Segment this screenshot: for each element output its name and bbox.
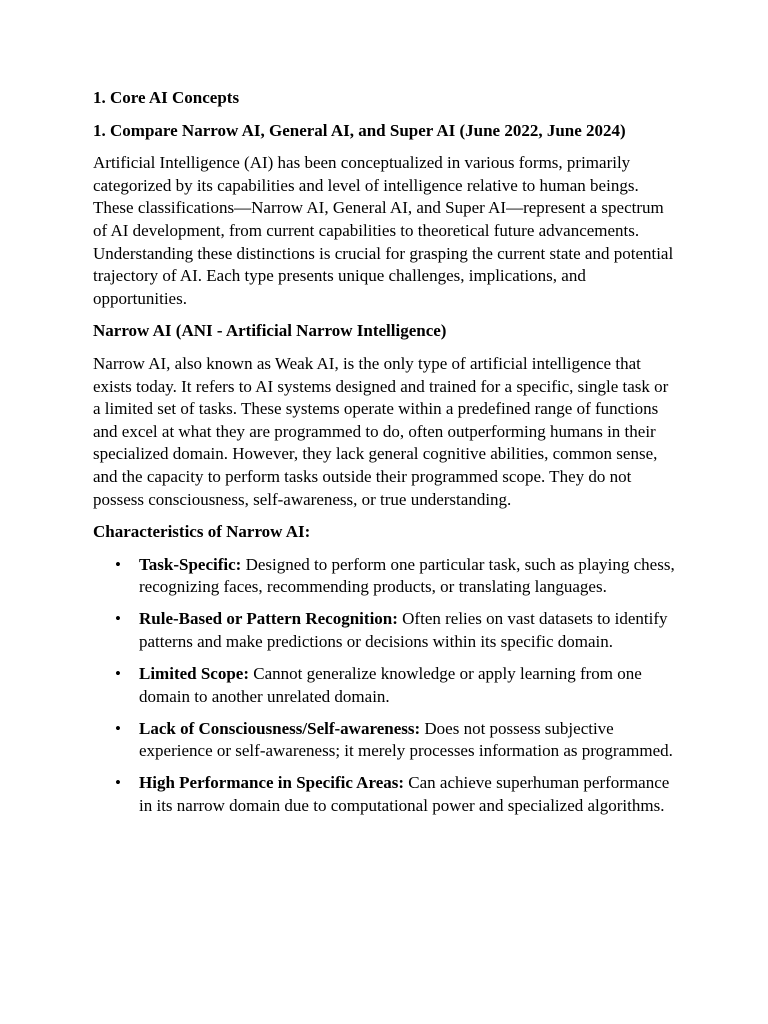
list-item-term: High Performance in Specific Areas: (139, 773, 405, 793)
list-item-term: Limited Scope: (139, 664, 250, 684)
list-item-text: Designed to perform one particular task, such as playing chess, recognizing faces, recommending products, or translating languages. (139, 554, 675, 597)
list-item (115, 663, 680, 708)
narrow-ai-paragraph: Narrow AI, also known as Weak AI, is the only type of artificial intelligence that exists today. It refers to AI systems designed and trained for a specific, single task or a limited set of tasks. These systems operate within a predefined range of functions and excel at what they are programmed to do, often outperforming humans in their specialized domain. However, they lack general cognitive abilities, common sense, and the capacity to perform tasks outside their programmed scope. They do not possess consciousness, self-awareness, or true understanding. (93, 353, 669, 509)
bullet-icon: • (115, 664, 121, 684)
narrow-ai-heading: Narrow AI (ANI - Artificial Narrow Intelligence) (93, 321, 447, 341)
list-item-text: Cannot generalize knowledge or apply learning from one domain to another unrelated domain. (139, 664, 642, 706)
characteristics-heading: Characteristics of Narrow AI: (93, 522, 311, 542)
list-item (115, 772, 680, 817)
bullet-icon: • (115, 554, 121, 574)
list-item (115, 718, 680, 763)
bullet-icon: • (115, 773, 121, 793)
list-item-text: Does not possess subjective experience or self-awareness; it merely processes information as programmed. (139, 718, 673, 761)
list-item-text: Can achieve superhuman performance in its narrow domain due to computational power and specialized algorithms. (139, 773, 670, 816)
list-item (115, 554, 680, 599)
list-item-term: Task-Specific: (139, 554, 242, 574)
intro-paragraph: Artificial Intelligence (AI) has been conceptualized in various forms, primarily categorized by its capabilities and level of intelligence relative to human beings. These classifications—Narrow AI, General AI, and Super AI—represent a spectrum of AI development, from current capabilities to theoretical future advancements. Understanding these distinctions is crucial for grasping the current state and potential trajectory of AI. Each type presents unique challenges, implications, and opportunities. (93, 153, 674, 308)
bullet-icon: • (115, 718, 121, 738)
list-item-term: Lack of Consciousness/Self-awareness: (139, 718, 421, 738)
list-item (115, 608, 680, 653)
question-title: 1. Compare Narrow AI, General AI, and Super AI (June 2022, June 2024) (93, 120, 626, 140)
list-item-text: Often relies on vast datasets to identify patterns and make predictions or decisions within its specific domain. (139, 609, 668, 651)
characteristics-list (93, 554, 680, 818)
bullet-icon: • (115, 609, 121, 629)
section-title: 1. Core AI Concepts (93, 88, 240, 107)
list-item-term: Rule-Based or Pattern Recognition: (139, 609, 398, 629)
